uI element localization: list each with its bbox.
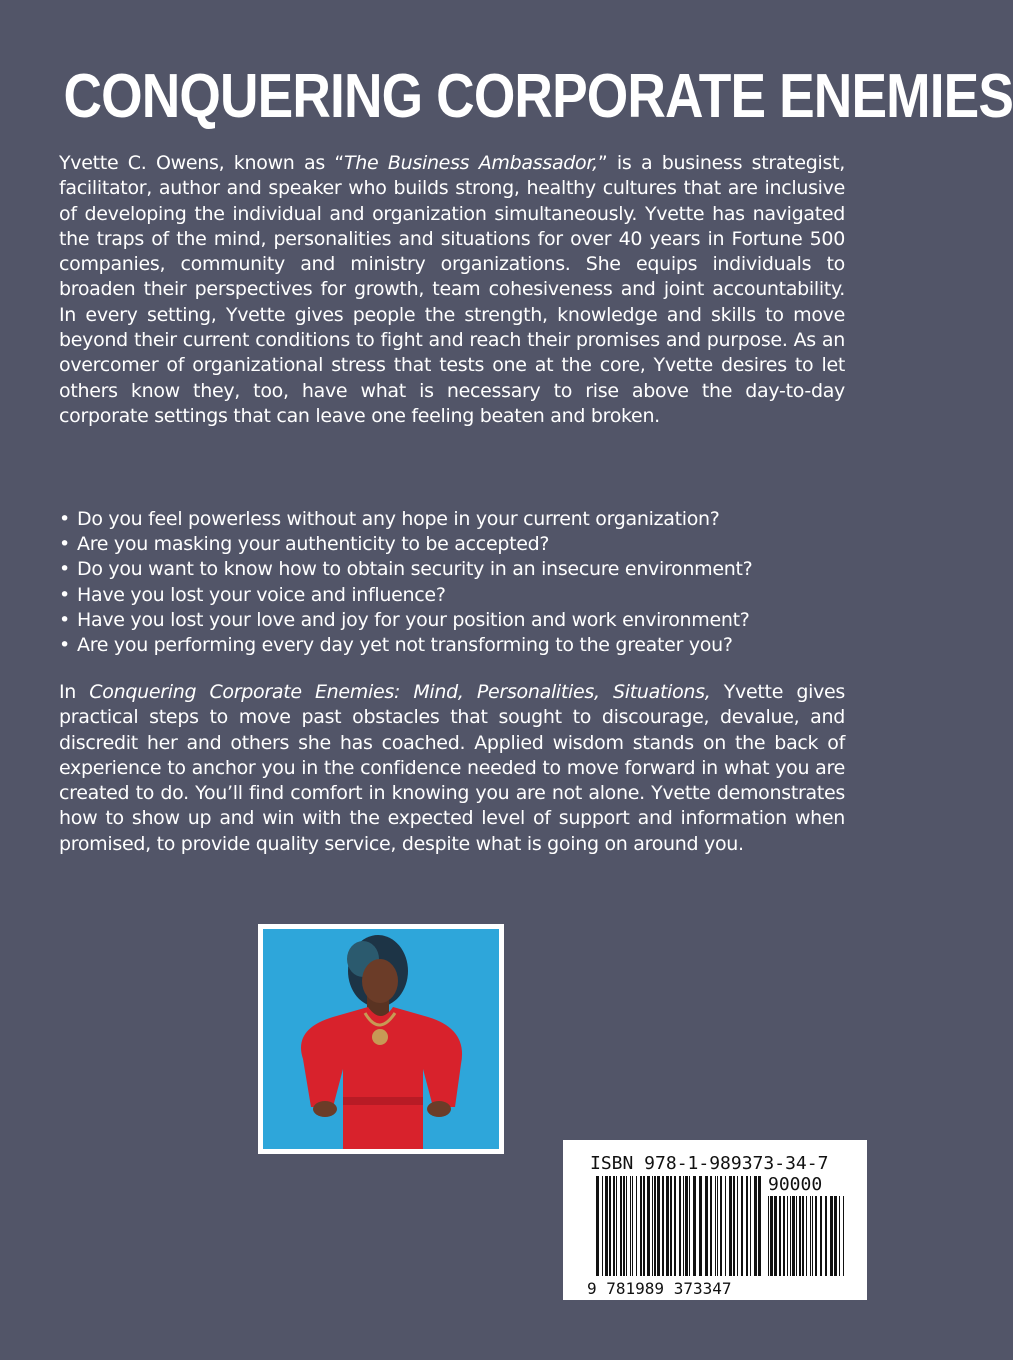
book-full-title: Conquering Corporate Enemies: Mind, Personalities, Situations, <box>89 681 711 703</box>
author-bio <box>59 151 845 429</box>
barcode-bar <box>729 1176 732 1276</box>
barcode-bar <box>710 1176 712 1276</box>
barcode-bar <box>602 1176 603 1276</box>
barcode-bar <box>799 1196 801 1276</box>
barcode-bar <box>666 1176 669 1276</box>
barcode-bar <box>810 1196 811 1276</box>
author-photo <box>258 924 504 1154</box>
barcode-bar <box>768 1196 769 1276</box>
barcode-bar <box>632 1176 633 1276</box>
barcode-bar <box>662 1176 664 1276</box>
barcode-bar <box>843 1196 844 1276</box>
barcode-bar <box>806 1196 807 1276</box>
barcode-bar <box>623 1176 625 1276</box>
question-item: • Do you want to know how to obtain security in an insecure environment? <box>59 557 859 582</box>
barcode-bar <box>715 1176 716 1276</box>
barcode-bar <box>657 1176 660 1276</box>
barcode-bar <box>654 1176 656 1276</box>
barcode-bar <box>643 1176 645 1276</box>
barcode-bar <box>746 1176 748 1276</box>
barcode-bar <box>802 1196 804 1276</box>
barcode-bar <box>596 1176 599 1276</box>
barcode-bar <box>825 1196 827 1276</box>
book-title: CONQUERING CORPORATE ENEMIES <box>63 62 1013 131</box>
barcode-bar <box>774 1196 777 1276</box>
question-item: • Have you lost your love and joy for your position and work environment? <box>59 608 859 633</box>
question-item: • Are you masking your authenticity to be accepted? <box>59 532 859 557</box>
barcode-bar <box>830 1196 833 1276</box>
barcode-bar <box>792 1196 795 1276</box>
barcode-bar <box>693 1176 696 1276</box>
barcode-bar <box>770 1196 773 1276</box>
barcode-bar <box>839 1196 840 1276</box>
barcode-bar <box>613 1176 615 1276</box>
bio-text-start: Yvette C. Owens, known as “ <box>59 152 344 174</box>
isbn-label: ISBN 978-1-989373-34-7 <box>590 1153 829 1174</box>
book-desc-text: Yvette gives practical steps to move past obstacles that sought to discourage, devalue, and discredit her and others she has coached. Applied wisdom stands on the back of experience to anchor you in the confidence needed to move forward in what you are created to do. You’ll find comfort in knowing you are not alone. Yvette demonstrates how to show up and win with the expected level of support and information when promised, to provide quality service, despite what is going on around you. <box>59 681 845 855</box>
question-item: • Do you feel powerless without any hope in your current organization? <box>59 507 859 532</box>
barcode-bar <box>636 1176 637 1276</box>
barcode-bar <box>737 1176 738 1276</box>
barcode-bar <box>717 1176 718 1276</box>
question-item: • Are you performing every day yet not transforming to the greater you? <box>59 633 859 658</box>
barcode-bar <box>652 1176 653 1276</box>
barcode-bar <box>820 1196 822 1276</box>
barcode-bar <box>679 1176 681 1276</box>
barcode-bar <box>741 1176 743 1276</box>
barcode-bar <box>630 1176 631 1276</box>
isbn-barcode <box>563 1140 867 1300</box>
barcode-bar <box>750 1176 751 1276</box>
barcode-bar <box>725 1176 726 1276</box>
barcode-bar <box>815 1196 817 1276</box>
barcode-bar <box>626 1176 627 1276</box>
barcode-bar <box>689 1176 690 1276</box>
barcode-bar <box>812 1196 813 1276</box>
question-item: • Have you lost your voice and influence? <box>59 583 859 608</box>
barcode-bar <box>609 1176 611 1276</box>
barcode-bar <box>834 1196 837 1276</box>
barcode-bar <box>705 1176 708 1276</box>
barcode-bar <box>683 1176 684 1276</box>
barcode-bar <box>685 1176 688 1276</box>
barcode-bar <box>720 1176 722 1276</box>
barcode-bar <box>699 1176 702 1276</box>
barcode-bar <box>779 1196 781 1276</box>
barcode-bar <box>787 1196 788 1276</box>
isbn-digits: 9 781989 373347 <box>587 1279 732 1298</box>
barcode-bar <box>616 1176 617 1276</box>
price-code: 90000 <box>768 1174 823 1195</box>
barcode-bar <box>796 1196 797 1276</box>
bio-text-rest: ” is a business strategist, facilitator, author and speaker who builds strong, healthy cultures that are inclusive of developing the individual and organization simultaneously. Yvette has navigated the traps of the mind, personalities and situations for over 40 years in Fortune 500 companies, community and ministry organizations. She equips individuals to broaden their perspectives for growth, team cohesiveness and joint accountability. In every setting, Yvette gives people the strength, knowledge and skills to move beyond their current conditions to fight and reach their promises and purpose. As an overcomer of organizational stress that tests one at the core, Yvette desires to let others know they, too, have what is necessary to rise above the day-to-day corporate settings that can leave one feeling beaten and broken. <box>59 152 846 427</box>
author-portrait-image <box>263 929 499 1149</box>
barcode-bar <box>790 1196 791 1276</box>
bio-nickname: The Business Ambassador, <box>343 152 598 174</box>
barcode-bar <box>733 1176 735 1276</box>
barcode-bar <box>647 1176 650 1276</box>
barcode-bar <box>674 1176 676 1276</box>
price-barcode-bars <box>768 1196 844 1276</box>
book-desc-prefix: In <box>59 681 90 703</box>
barcode-bar <box>754 1176 757 1276</box>
barcode-bar <box>670 1176 672 1276</box>
barcode-bar <box>758 1176 761 1276</box>
book-description <box>59 680 845 857</box>
barcode-bars <box>596 1176 762 1276</box>
barcode-bar <box>640 1176 642 1276</box>
question-list <box>59 507 859 658</box>
barcode-bar <box>605 1176 608 1276</box>
barcode-bar <box>620 1176 622 1276</box>
barcode-bar <box>783 1196 785 1276</box>
